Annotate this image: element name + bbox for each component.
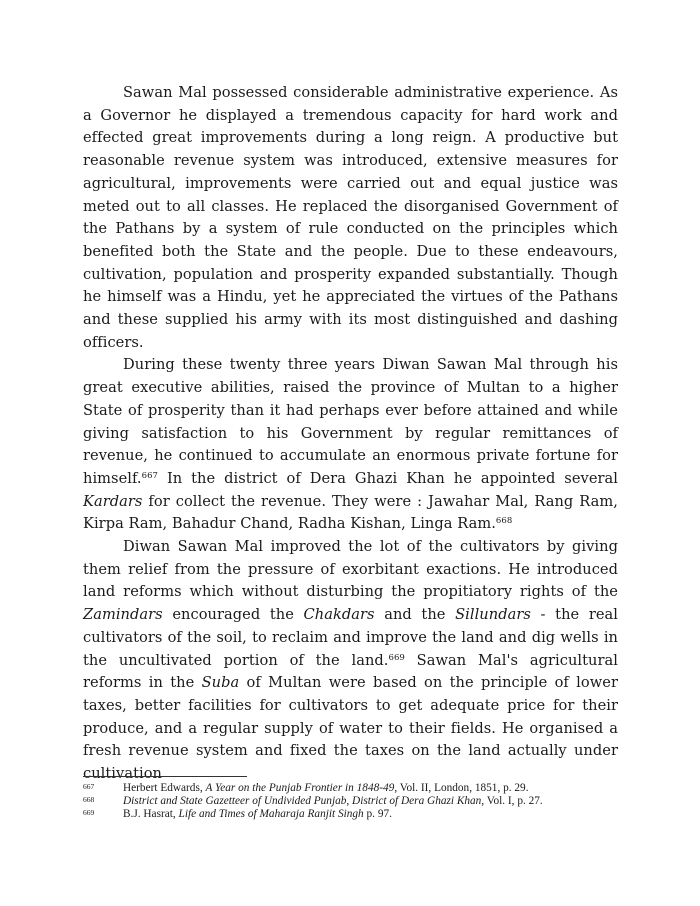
paragraph-2: During these twenty three years Diwan Sawan Mal through his great executive abilities, raised the province of Multan to a higher State of prosperity than it had perhaps ever before attained and while giving satisfaction to his Government by regular remittances of revenue, he continued to accumulate an enormous private fortune for himself.$^{667}$ In the district of Dera Ghazi Khan he appointed several Kardars for collect the revenue. They were : Jawahar Mal, Rang Ram, Kirpa Ram, Bahadur Chand, Radha Kishan, Linga Ram.$^{668}$ — [83, 356, 618, 533]
italic-term: Kardars — [83, 492, 143, 510]
footnote-reference: 668 — [495, 516, 513, 527]
italic-term: Zamindars — [83, 606, 163, 624]
italic-term: Sillundars — [455, 606, 531, 624]
italic-term: Suba — [201, 674, 240, 692]
footnote-separator — [83, 776, 247, 777]
footnote-number: 668 — [83, 795, 95, 804]
footnote-number: 667 — [83, 782, 95, 791]
footnote-669: 669 B.J. Hasrat, Life and Times of Maharaja Ranjit Singh p. 97. — [83, 808, 392, 820]
footnote-reference: 667 — [141, 470, 158, 481]
footnote-reference: 669 — [388, 652, 405, 663]
body-text — [83, 82, 618, 786]
footnotes — [83, 776, 583, 821]
italic-term: Chakdars — [303, 606, 375, 624]
paragraph-1: Sawan Mal possessed considerable administrative experience. As a Governor he displayed a tremendous capacity for hard work and effected great improvements during a long reign. A productive but reasonable revenue system was introduced, extensive measures for agricultural, improvements were carried out and equal justice was meted out to all classes. He replaced the disorganised Government of the Pathans by a system of rule conducted on the principles which benefited both the State and the people. Due to these endeavours, cultivation, population and prosperity expanded substantially. Though he himself was a Hindu, yet he appreciated the virtues of the Pathans and these supplied his army with its most distinguished and dashing officers. — [83, 84, 618, 351]
footnote-667: 667 Herbert Edwards, A Year on the Punjab Frontier in 1848-49, Vol. II, London, 1851, p. 29. — [83, 782, 529, 794]
paragraph-3: Diwan Sawan Mal improved the lot of the cultivators by giving them relief from the pressure of exorbitant exactions. He introduced land reforms which without disturbing the propitiatory rights of the Zamindars encouraged the Chakdars and the Sillundars - the real cultivators of the soil, to reclaim and improve the land and dig wells in the uncultivated portion of the land.$^{669}$ Sawan Mal's agricultural reforms in the Suba of Multan were based on the principle of lower taxes, better facilities for cultivators to get adequate price for their produce, and a regular supply of water to their fields. He organised a fresh revenue system and fixed the taxes on the land actually under cultivation — [83, 538, 619, 783]
footnote-number: 669 — [83, 808, 95, 817]
footnote-668: 668 District and State Gazetteer of Undivided Punjab, District of Dera Ghazi Khan, Vol. I, p. 27. — [83, 795, 543, 807]
